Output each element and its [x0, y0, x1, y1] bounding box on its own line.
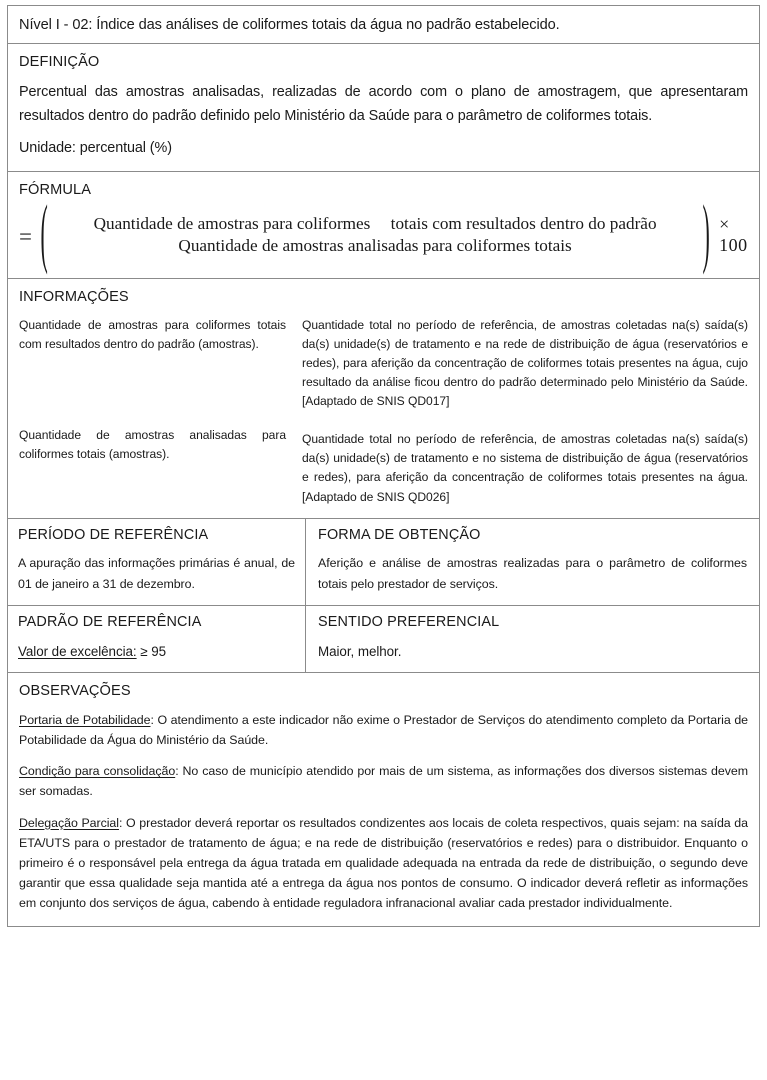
periodo-referencia-heading: PERÍODO DE REFERÊNCIA [18, 526, 209, 543]
forma-obtencao-heading: FORMA DE OBTENÇÃO [318, 526, 481, 543]
formula-open-paren: ( [40, 192, 48, 278]
observacoes-heading: OBSERVAÇÕES [19, 683, 131, 700]
observacao-note-0 [19, 710, 748, 750]
padrao-referencia-label: Valor de excelência: [18, 643, 137, 659]
formula-heading: FÓRMULA [19, 182, 92, 199]
subsection-padrao-referencia [8, 606, 306, 672]
subsection-forma-obtencao [306, 519, 759, 605]
subsection-sentido-preferencial [306, 606, 759, 672]
formula-fraction [53, 213, 697, 257]
formula-numerator-line-2: totais com resultados dentro do padrão [390, 214, 657, 234]
sentido-preferencial-heading: SENTIDO PREFERENCIAL [318, 614, 500, 631]
section-periodo-forma [8, 519, 759, 606]
formula-close-paren: ) [702, 192, 710, 278]
section-informacoes [8, 279, 759, 519]
observacao-note-2 [19, 813, 748, 913]
informacoes-grid [19, 316, 748, 507]
informacoes-terms-column [19, 316, 302, 507]
informacoes-definition-1: Quantidade total no período de referência, de amostras coletadas na(s) saída(s) da(s) unidade(s) de tratamento e no sistema de distribuição de água (reservatórios e redes), para aferição da concentração de coliformes totais presentes na água. [Adaptado de SNIS QD026] [302, 432, 748, 504]
definicao-unit: Unidade: percentual (%) [19, 139, 172, 156]
section-observacoes [8, 673, 759, 926]
observacao-note-1 [19, 761, 748, 801]
informacoes-definition-0: Quantidade total no período de referência, de amostras coletadas na(s) saída(s) da(s) unidade(s) de tratamento e na rede de distribuição de água (reservatórios e redes), para aferição da concentração de coliformes totais presentes na água, cujo resultado da análise ficou dentro do padrão determinado pelo Ministério da Saúde. [Adaptado de SNIS QD017] [302, 317, 748, 409]
formula-numerator-line-1: Quantidade de amostras para coliformes [93, 214, 371, 234]
section-padrao-sentido [8, 606, 759, 673]
subsection-periodo-referencia [8, 519, 306, 605]
section-formula [8, 172, 759, 279]
indicator-sheet [7, 5, 760, 927]
formula-expression [19, 192, 748, 278]
observacao-text-0: : O atendimento a este indicador não exime o Prestador de Serviços do atendimento completo da Portaria de Potabilidade da Água do Ministério da Saúde. [19, 713, 749, 748]
padrao-referencia-number: ≥ 95 [140, 643, 167, 659]
forma-obtencao-text: Aferição e análise de amostras realizadas para o parâmetro de coliformes totais pelo prestador de serviços. [318, 556, 747, 592]
informacoes-definitions-column [302, 316, 748, 507]
informacoes-term-0: Quantidade de amostras para coliformes totais com resultados dentro do padrão (amostras). [19, 317, 286, 351]
padrao-referencia-heading: PADRÃO DE REFERÊNCIA [18, 614, 202, 631]
periodo-referencia-text: A apuração das informações primárias é anual, de 01 de janeiro a 31 de dezembro. [18, 556, 295, 592]
padrao-referencia-value-line [18, 641, 295, 662]
observacao-label-1: Condição para consolidação [19, 764, 176, 779]
page-title: Nível I - 02: Índice das análises de coliformes totais da água no padrão estabelecido. [19, 17, 560, 33]
observacao-label-2: Delegação Parcial [19, 815, 119, 830]
formula-multiplier: × 100 [719, 214, 748, 255]
observacao-text-2: : O prestador deverá reportar os resultados condizentes aos locais de coleta respectivos, quais sejam: na saída da ETA/UTS para o prestador de tratamento de água; e na rede de distribuição (reservatórios e redes) para o distribuidor. Enquanto o primeiro é o responsável pela entrega da água tratada em qualidade adequada na entrada da rede de distribuição, o segundo deve garantir que essa qualidade seja mantida até a entrega da água nos pontos de consumo. O indicador deverá refletir as informações em conjunto dos serviços de água, cabendo à entidade reguladora infranacional avaliar cada prestador individualmente. [19, 815, 748, 910]
definicao-heading: DEFINIÇÃO [19, 54, 100, 71]
definicao-text: Percentual das amostras analisadas, realizadas de acordo com o plano de amostragem, que apresentaram resultados dentro do padrão definido pelo Ministério da Saúde para o parâmetro de coliformes totais. [19, 84, 748, 124]
section-definicao [8, 44, 759, 172]
formula-equals-sign: = [19, 223, 32, 249]
sentido-preferencial-text: Maior, melhor. [318, 643, 402, 659]
formula-denominator: Quantidade de amostras analisadas para coliformes totais [178, 236, 572, 255]
sheet-title-row [8, 6, 759, 44]
observacao-text-1: : No caso de município atendido por mais de um sistema, as informações dos diversos sistemas devem ser somadas. [19, 764, 748, 799]
observacao-label-0: Portaria de Potabilidade [19, 713, 151, 728]
informacoes-term-1: Quantidade de amostras analisadas para coliformes totais (amostras). [19, 428, 286, 462]
informacoes-heading: INFORMAÇÕES [19, 288, 129, 305]
